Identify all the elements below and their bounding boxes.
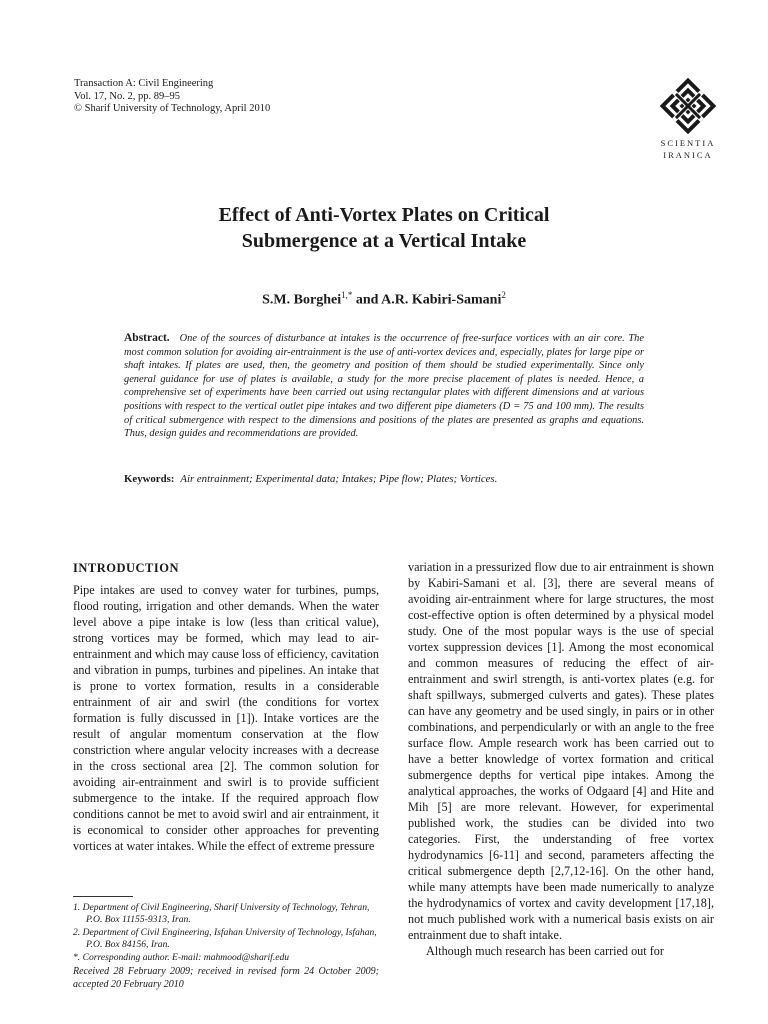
scientia-iranica-knot-icon bbox=[658, 76, 718, 136]
footnote-2: 2. Department of Civil Engineering, Isfahan University of Technology, Isfahan, P.O. Box 84156, Iran. bbox=[73, 927, 377, 950]
author-1-affiliation: 1,* bbox=[341, 290, 353, 300]
intro-paragraph-right-2: Although much research has been carried out for bbox=[426, 944, 664, 958]
section-heading: INTRODUCTION bbox=[73, 561, 180, 575]
journal-logo bbox=[656, 76, 720, 160]
left-column bbox=[73, 560, 379, 854]
intro-paragraph-left: Pipe intakes are used to convey water for turbines, pumps, flood routing, irrigation and other demands. When the water level above a pipe intake is low (less than critical value), strong vortices may be formed, which may lead to air-entrainment and which may cause loss of efficiency, cavitation and vibration in pumps, turbines and pipelines. An intake that is prone to vortex formation, results in a considerable entrainment of air and swirl (the conditions for vortex formation is fully discussed in [1]). Intake vortices are the result of angular momentum conservation at the flow constriction where angular velocity increases with a decrease in the cross sectional area [2]. The common solution for avoiding air-entrainment and swirl is to provide sufficient submergence to the intake. If the required approach flow conditions cannot be met to avoid swirl and air entrainment, it is economical to consider other approaches for preventing vortices at water intakes. While the effect of extreme pressure bbox=[73, 583, 379, 853]
received-dates: Received 28 February 2009; received in revised form 24 October 2009; accepted 20 February 2010 bbox=[73, 966, 379, 990]
journal-name: Transaction A: Civil Engineering bbox=[74, 78, 214, 89]
intro-paragraph-right: variation in a pressurized flow due to air entrainment is shown by Kabiri-Samani et al. [3], there are several means of avoiding air-entrainment where for large structures, the most cost-effective option is often determined by a physical model study. One of the most popular ways is the use of special vortex suppression devices [1]. Among the most economical and common measures of reducing the effect of air-entrainment and swirl strength, is anti-vortex plates (e.g. for shaft spillways, submerged culverts and gates). These plates can have any geometry and be used singly, in pairs or in other combinations, and perpendicularly or with an angle to the free surface flow. Ample research work has been carried out to have a better knowledge of vortex formation and critical submergence depths for vertical pipe intakes. Among the analytical approaches, the works of Odgaard [4] and Hite and Mih [5] are more relevant. However, for experimental published work, the studies can be divided into two categories. First, the understanding of free vortex hydrodynamics [6-11] and second, parameters affecting the critical submergence depth [2,7,12-16]. On the other hand, while many attempts have been made numerically to analyze the hydrodynamics of vortex and cavity development [17,18], not much published work with a numerical basis exists on air entrainment due to shaft intake. bbox=[408, 560, 714, 942]
paper-title bbox=[84, 202, 684, 254]
right-column bbox=[408, 559, 714, 959]
keywords bbox=[124, 473, 644, 485]
title-line2: Submergence at a Vertical Intake bbox=[241, 230, 527, 252]
author-2: A.R. Kabiri-Samani bbox=[381, 292, 502, 308]
footnote-divider bbox=[73, 896, 133, 897]
keywords-text: Air entrainment; Experimental data; Intakes; Pipe flow; Plates; Vortices. bbox=[180, 473, 498, 485]
footnote-corresponding: *. Corresponding author. E-mail: mahmood@sharif.edu bbox=[73, 952, 290, 963]
author-list bbox=[84, 290, 684, 309]
logo-text-line2: IRANICA bbox=[663, 150, 713, 160]
abstract-text: One of the sources of disturbance at intakes is the occurrence of free-surface vortices with an air core. The most common solution for avoiding air-entrainment is the use of anti-vortex devices and, especially, plates for large pipe or shaft intakes. If plates are used, then, the geometry and position of them should be studied experimentally. Since only general guidance for use of plates is available, a study for the more precise placement of plates is needed. Hence, a comprehensive set of experiments have been carried out using rectangular plates with different dimensions and at various positions with respect to the vertical outlet pipe intakes and two different pipe diameters (D = 75 and 100 mm). The results of critical submergence with respect to the dimensions and positions of the plates are presented as graphs and equations. Thus, design guides and recommendations are provided. bbox=[124, 333, 644, 440]
title-line1: Effect of Anti-Vortex Plates on Critical bbox=[218, 204, 550, 226]
journal-info bbox=[74, 78, 270, 116]
logo-text-line1: SCIENTIA bbox=[660, 138, 716, 148]
author-2-affiliation: 2 bbox=[501, 290, 506, 300]
footnote-1: 1. Department of Civil Engineering, Sharif University of Technology, Tehran, P.O. Box 11155-9313, Iran. bbox=[73, 902, 370, 925]
abstract bbox=[124, 332, 644, 441]
author-conjunction: and bbox=[352, 292, 382, 308]
footnotes bbox=[73, 902, 379, 965]
author-1: S.M. Borghei bbox=[262, 292, 342, 308]
journal-volume: Vol. 17, No. 2, pp. 89–95 bbox=[74, 90, 180, 102]
keywords-label: Keywords: bbox=[124, 473, 175, 485]
journal-copyright: © Sharif University of Technology, April 2010 bbox=[74, 103, 271, 114]
abstract-label: Abstract. bbox=[124, 332, 170, 344]
